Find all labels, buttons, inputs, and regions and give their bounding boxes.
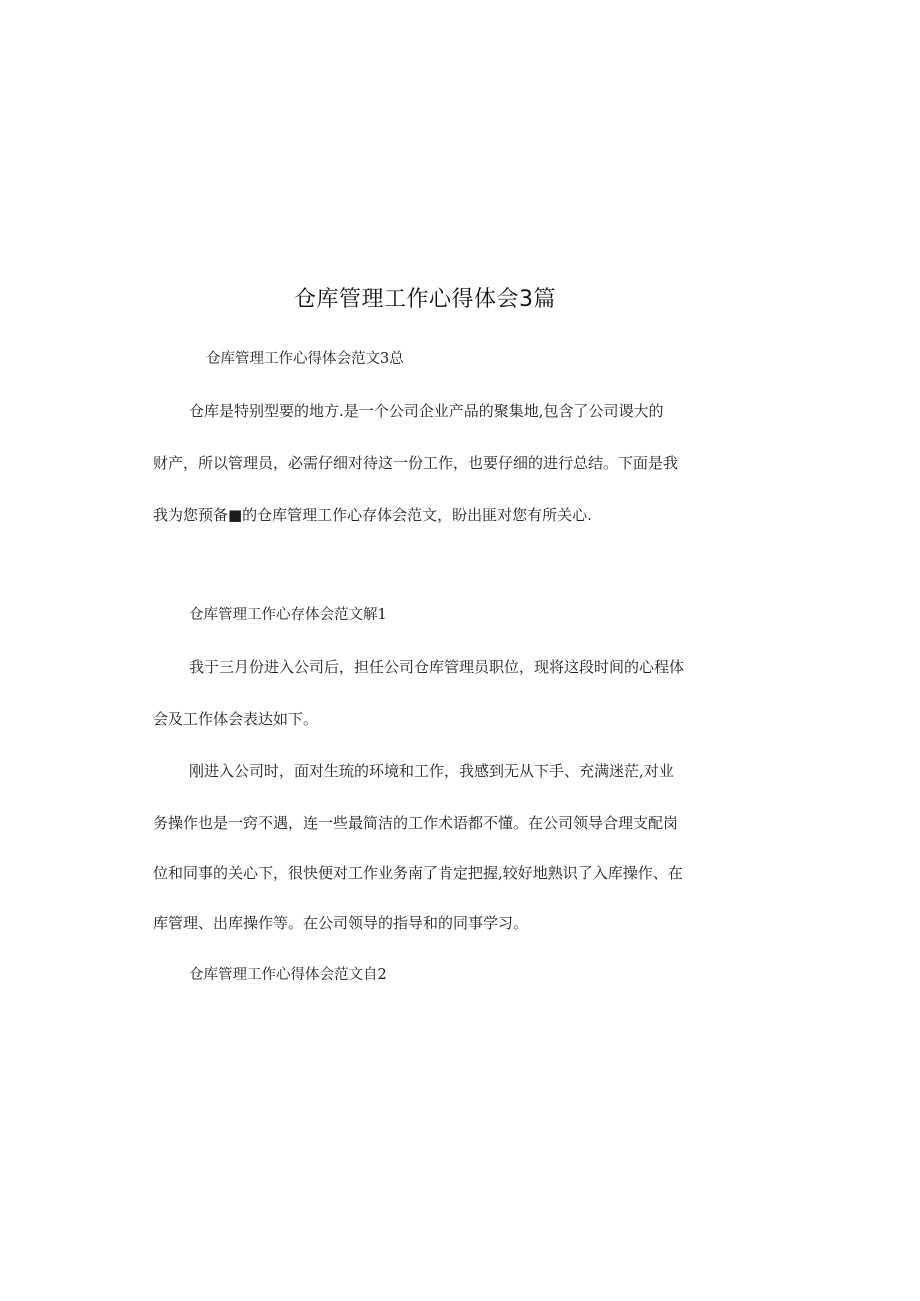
intro-line-1: 仓库是特别型要的地方.是一个公司企业产品的聚集地,包含了公司谡大的: [189, 402, 664, 420]
section1-para1-line-2: 会及工作体会表达如下。: [153, 710, 319, 728]
section2-heading: 仓库管理工作心得体会范文自2: [189, 967, 387, 983]
intro-line-2: 财产，所以管理员，必需仔细对待这一份工作，也要仔细的进行总结。下面是我: [153, 454, 679, 472]
section1-heading: 仓库管理工作心存体会范文解1: [189, 607, 387, 623]
section1-para2-line-2: 务操作也是一窍不遇，连一些最简洁的工作术语都不懂。在公司领导合理支配岗: [153, 814, 679, 832]
section1-para2-line-4: 库管理、出库操作等。在公司领导的指导和的同事学习。: [153, 914, 529, 932]
section1-para1-line-1: 我于三月份进入公司后，担任公司仓库管理员职位，现将这段时间的心程体: [189, 658, 685, 676]
document-title: 仓库管理工作心得体会3篇: [294, 287, 556, 312]
intro-heading: 仓库管理工作心得体会范文3总: [206, 351, 404, 367]
section1-para2-line-3: 位和同事的关心下，很快便对工作业务南了肯定把握,较好地熟识了入库操作、在: [153, 864, 683, 882]
section1-para2-line-1: 刚进入公司时，面对生琉的环境和工作，我感到无从下手、充满迷茫,对业: [189, 762, 674, 780]
intro-line-3: 我为您预备■的仓库管理工作心存体会范文，盼出匪对您有所关心.: [153, 506, 592, 524]
